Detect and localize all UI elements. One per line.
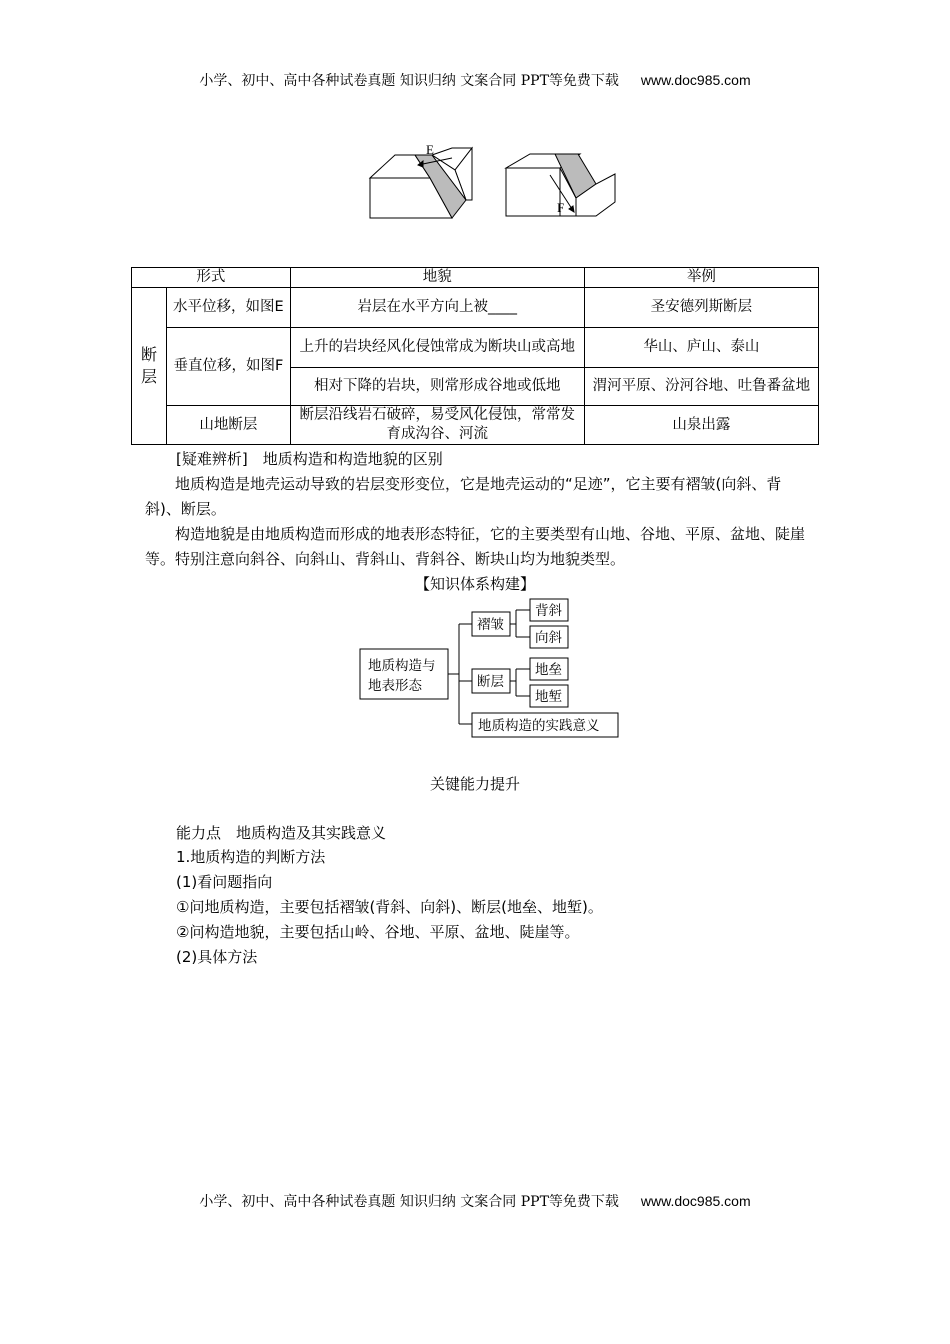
footer-text: 小学、初中、高中各种试卷真题 知识归纳 文案合同 PPT等免费下载 xyxy=(199,1194,619,1210)
cell-example: 山泉出露 xyxy=(584,406,818,445)
header-text: 小学、初中、高中各种试卷真题 知识归纳 文案合同 PPT等免费下载 xyxy=(199,73,619,89)
table-row xyxy=(132,328,819,368)
method-heading: 1.地质构造的判断方法 xyxy=(176,848,326,866)
horst-label: 地垒 xyxy=(535,662,562,677)
root-label-1: 地质构造与 xyxy=(368,658,436,673)
knowledge-tree xyxy=(356,596,626,746)
section-title: 关键能力提升 xyxy=(429,775,520,793)
col-form: 形式 xyxy=(132,268,291,288)
page-header xyxy=(0,70,950,90)
analysis-title: [疑难辨析] 地质构造和构造地貌的区别 xyxy=(176,450,443,468)
fault-diagram xyxy=(360,140,630,225)
analysis-para-1: 地质构造是地壳运动导致的岩层变形变位，它是地壳运动的“足迹”，它主要有褶皱(向斜、背斜)、断层。 xyxy=(145,475,782,518)
col-landform: 地貌 xyxy=(290,268,584,288)
practice-label: 地质构造的实践意义 xyxy=(478,718,600,733)
table-row xyxy=(132,406,819,445)
page-footer xyxy=(0,1191,950,1211)
block-f-front xyxy=(506,168,560,216)
sub-heading-2: (2)具体方法 xyxy=(176,948,258,966)
col-example: 举例 xyxy=(584,268,818,288)
label-e: E xyxy=(426,142,434,157)
graben-label: 地堑 xyxy=(535,689,562,704)
cell-landform: 相对下降的岩块，则常形成谷地或低地 xyxy=(290,368,584,406)
table-header-row xyxy=(132,268,819,288)
fault-table xyxy=(131,267,819,445)
cell-landform: 断层沿线岩石破碎，易受风化侵蚀，常常发育成沟谷、河流 xyxy=(290,406,584,445)
cell-form: 垂直位移，如图F xyxy=(167,328,291,406)
ability-point: 能力点 地质构造及其实践意义 xyxy=(176,824,387,842)
fold-label: 褶皱 xyxy=(477,617,504,632)
knowledge-title: 【知识体系构建】 xyxy=(414,575,535,593)
syncline-label: 向斜 xyxy=(535,630,562,645)
anticline-label: 背斜 xyxy=(535,603,562,618)
sub-heading-1: (1)看问题指向 xyxy=(176,873,273,891)
footer-url[interactable]: www.doc985.com xyxy=(640,1193,751,1209)
cell-form: 水平位移，如图E xyxy=(167,288,291,328)
header-url[interactable]: www.doc985.com xyxy=(640,72,751,88)
analysis-para-2: 构造地貌是由地质构造而形成的地表形态特征，它的主要类型有山地、谷地、平原、盆地、陡崖等。特别注意向斜谷、向斜山、背斜山、背斜谷、断块山均为地貌类型。 xyxy=(145,525,806,568)
cell-example: 渭河平原、汾河谷地、吐鲁番盆地 xyxy=(584,368,818,406)
cell-example: 华山、庐山、泰山 xyxy=(584,328,818,368)
cell-landform: 上升的岩块经风化侵蚀常成为断块山或高地 xyxy=(290,328,584,368)
item-1: ①问地质构造，主要包括褶皱(背斜、向斜)、断层(地垒、地堑)。 xyxy=(176,898,603,916)
cell-landform: 岩层在水平方向上被____ xyxy=(290,288,584,328)
item-2: ②问构造地貌，主要包括山岭、谷地、平原、盆地、陡崖等。 xyxy=(176,923,580,941)
label-f: F xyxy=(557,200,565,215)
table-row xyxy=(132,288,819,328)
cell-form: 山地断层 xyxy=(167,406,291,445)
root-label-2: 地表形态 xyxy=(368,678,422,693)
cell-example: 圣安德列斯断层 xyxy=(584,288,818,328)
group-cell: 断层 xyxy=(132,288,167,445)
fault-label: 断层 xyxy=(477,674,504,689)
